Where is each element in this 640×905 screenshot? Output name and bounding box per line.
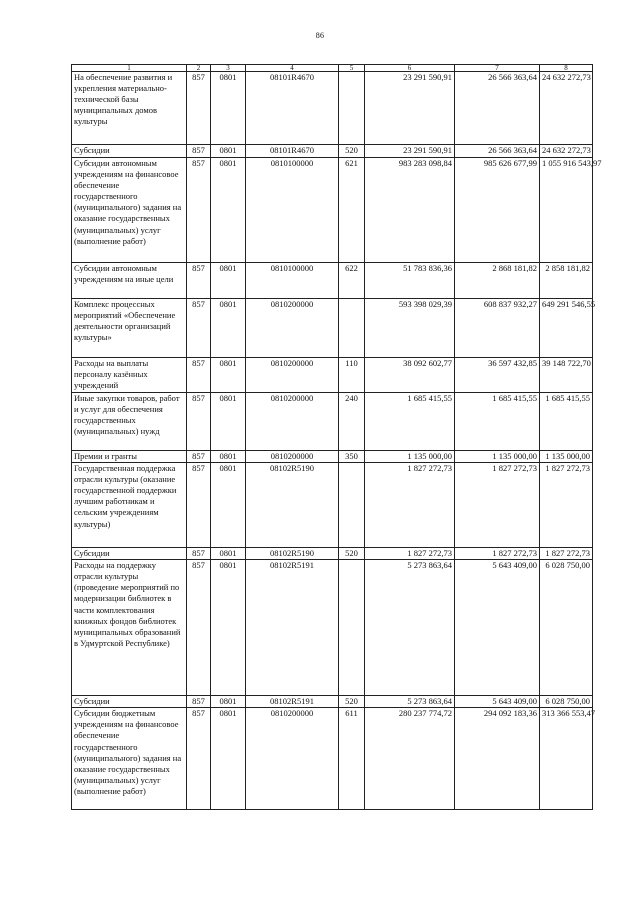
column-header: 6 <box>365 65 455 72</box>
sum-2023-cell: 1 135 000,00 <box>365 451 455 463</box>
sum-2025-cell: 6 028 750,00 <box>540 560 593 696</box>
table-row <box>72 548 593 560</box>
table-row <box>72 463 593 548</box>
csr-cell: 08101R4670 <box>246 145 339 158</box>
glava-cell: 857 <box>187 463 211 548</box>
sum-2023-cell: 38 092 602,77 <box>365 358 455 393</box>
glava-cell: 857 <box>187 393 211 451</box>
sum-2025-cell: 1 055 916 543,97 <box>540 158 593 263</box>
page-number: 86 <box>315 31 325 40</box>
column-header: 5 <box>339 65 365 72</box>
table-row <box>72 696 593 708</box>
sum-2025-cell: 24 632 272,73 <box>540 72 593 145</box>
column-header: 4 <box>246 65 339 72</box>
sum-2024-cell: 1 685 415,55 <box>455 393 540 451</box>
sum-2025-cell: 1 827 272,73 <box>540 548 593 560</box>
razdel-cell: 0801 <box>211 696 246 708</box>
razdel-cell: 0801 <box>211 72 246 145</box>
glava-cell: 857 <box>187 451 211 463</box>
sum-2025-cell: 1 827 272,73 <box>540 463 593 548</box>
glava-cell: 857 <box>187 708 211 810</box>
razdel-cell: 0801 <box>211 548 246 560</box>
table-row <box>72 560 593 696</box>
row-name-cell: Государственная поддержка отрасли культуры (оказание государственной поддержки лучшим работникам и сельским учреждениям культуры) <box>72 463 187 548</box>
table-row <box>72 263 593 299</box>
sum-2024-cell: 5 643 409,00 <box>455 696 540 708</box>
row-name-cell: Иные закупки товаров, работ и услуг для обеспечения государственных (муниципальных) нужд <box>72 393 187 451</box>
sum-2024-cell: 1 827 272,73 <box>455 463 540 548</box>
vr-cell <box>339 560 365 696</box>
sum-2025-cell: 313 366 553,47 <box>540 708 593 810</box>
sum-2024-cell: 985 626 677,99 <box>455 158 540 263</box>
vr-cell: 350 <box>339 451 365 463</box>
csr-cell: 08102R5190 <box>246 548 339 560</box>
glava-cell: 857 <box>187 145 211 158</box>
razdel-cell: 0801 <box>211 463 246 548</box>
sum-2024-cell: 2 868 181,82 <box>455 263 540 299</box>
razdel-cell: 0801 <box>211 358 246 393</box>
sum-2024-cell: 36 597 432,85 <box>455 358 540 393</box>
vr-cell: 110 <box>339 358 365 393</box>
csr-cell: 0810200000 <box>246 358 339 393</box>
row-name-cell: Комплекс процессных мероприятий «Обеспечение деятельности организаций культуры» <box>72 299 187 358</box>
csr-cell: 0810200000 <box>246 299 339 358</box>
column-header: 7 <box>455 65 540 72</box>
sum-2023-cell: 1 685 415,55 <box>365 393 455 451</box>
razdel-cell: 0801 <box>211 299 246 358</box>
column-number-row <box>72 65 593 72</box>
glava-cell: 857 <box>187 696 211 708</box>
glava-cell: 857 <box>187 560 211 696</box>
vr-cell: 621 <box>339 158 365 263</box>
sum-2025-cell: 39 148 722,70 <box>540 358 593 393</box>
table-row <box>72 158 593 263</box>
row-name-cell: Субсидии <box>72 548 187 560</box>
vr-cell: 240 <box>339 393 365 451</box>
sum-2024-cell: 26 566 363,64 <box>455 72 540 145</box>
sum-2023-cell: 51 783 836,36 <box>365 263 455 299</box>
sum-2023-cell: 280 237 774,72 <box>365 708 455 810</box>
glava-cell: 857 <box>187 358 211 393</box>
column-header: 3 <box>211 65 246 72</box>
vr-cell: 611 <box>339 708 365 810</box>
vr-cell: 520 <box>339 145 365 158</box>
table-row <box>72 145 593 158</box>
sum-2025-cell: 2 858 181,82 <box>540 263 593 299</box>
table-row <box>72 72 593 145</box>
razdel-cell: 0801 <box>211 451 246 463</box>
csr-cell: 0810200000 <box>246 451 339 463</box>
sum-2025-cell: 6 028 750,00 <box>540 696 593 708</box>
csr-cell: 0810100000 <box>246 263 339 299</box>
razdel-cell: 0801 <box>211 393 246 451</box>
sum-2023-cell: 23 291 590,91 <box>365 145 455 158</box>
table-row <box>72 358 593 393</box>
sum-2024-cell: 26 566 363,64 <box>455 145 540 158</box>
razdel-cell: 0801 <box>211 145 246 158</box>
row-name-cell: Субсидии <box>72 696 187 708</box>
table-row <box>72 299 593 358</box>
razdel-cell: 0801 <box>211 708 246 810</box>
sum-2024-cell: 5 643 409,00 <box>455 560 540 696</box>
sum-2023-cell: 983 283 098,84 <box>365 158 455 263</box>
row-name-cell: На обеспечение развития и укрепления материально-технической базы муниципальных домов культуры <box>72 72 187 145</box>
vr-cell <box>339 463 365 548</box>
sum-2024-cell: 294 092 183,36 <box>455 708 540 810</box>
vr-cell: 622 <box>339 263 365 299</box>
sum-2024-cell: 608 837 932,27 <box>455 299 540 358</box>
glava-cell: 857 <box>187 548 211 560</box>
sum-2025-cell: 649 291 546,55 <box>540 299 593 358</box>
glava-cell: 857 <box>187 263 211 299</box>
table-row <box>72 708 593 810</box>
row-name-cell: Субсидии <box>72 145 187 158</box>
row-name-cell: Субсидии бюджетным учреждениям на финансовое обеспечение государственного (муниципального) задания на оказание государственных (муниципальных) услуг (выполнение работ) <box>72 708 187 810</box>
row-name-cell: Расходы на выплаты персоналу казённых учреждений <box>72 358 187 393</box>
row-name-cell: Расходы на поддержку отрасли культуры (проведение мероприятий по модернизации библиотек в части комплектования книжных фондов библиотек муниципальных образований в Удмуртской Республике) <box>72 560 187 696</box>
table-body <box>72 64 602 810</box>
sum-2023-cell: 1 827 272,73 <box>365 548 455 560</box>
glava-cell: 857 <box>187 72 211 145</box>
row-name-cell: Субсидии автономным учреждениям на финансовое обеспечение государственного (муниципального) задания на оказание государственных (муниципальных) услуг (выполнение работ) <box>72 158 187 263</box>
vr-cell: 520 <box>339 696 365 708</box>
table-row <box>72 451 593 463</box>
sum-2025-cell: 24 632 272,73 <box>540 145 593 158</box>
budget-table <box>71 64 602 810</box>
sum-2025-cell: 1 685 415,55 <box>540 393 593 451</box>
glava-cell: 857 <box>187 158 211 263</box>
csr-cell: 0810100000 <box>246 158 339 263</box>
column-header: 8 <box>540 65 593 72</box>
sum-2023-cell: 5 273 863,64 <box>365 560 455 696</box>
razdel-cell: 0801 <box>211 560 246 696</box>
row-name-cell: Премии и гранты <box>72 451 187 463</box>
csr-cell: 0810200000 <box>246 708 339 810</box>
csr-cell: 08102R5191 <box>246 696 339 708</box>
sum-2023-cell: 1 827 272,73 <box>365 463 455 548</box>
sum-2023-cell: 23 291 590,91 <box>365 72 455 145</box>
glava-cell: 857 <box>187 299 211 358</box>
vr-cell <box>339 299 365 358</box>
sum-2024-cell: 1 827 272,73 <box>455 548 540 560</box>
sum-2025-cell: 1 135 000,00 <box>540 451 593 463</box>
vr-cell <box>339 72 365 145</box>
csr-cell: 08102R5190 <box>246 463 339 548</box>
row-name-cell: Субсидии автономным учреждениям на иные цели <box>72 263 187 299</box>
column-header: 1 <box>72 65 187 72</box>
column-header: 2 <box>187 65 211 72</box>
table-row <box>72 393 593 451</box>
sum-2023-cell: 5 273 863,64 <box>365 696 455 708</box>
sum-2024-cell: 1 135 000,00 <box>455 451 540 463</box>
csr-cell: 08101R4670 <box>246 72 339 145</box>
vr-cell: 520 <box>339 548 365 560</box>
razdel-cell: 0801 <box>211 158 246 263</box>
razdel-cell: 0801 <box>211 263 246 299</box>
csr-cell: 08102R5191 <box>246 560 339 696</box>
csr-cell: 0810200000 <box>246 393 339 451</box>
sum-2023-cell: 593 398 029,39 <box>365 299 455 358</box>
